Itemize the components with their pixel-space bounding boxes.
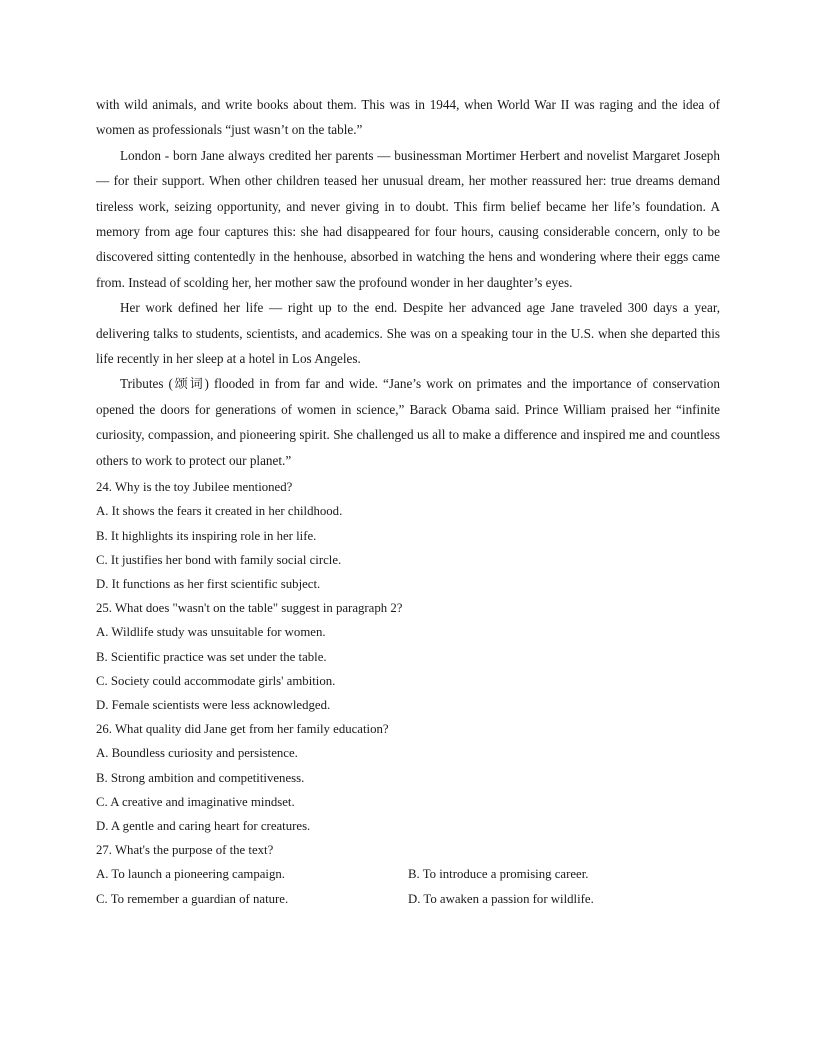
option-d: D. A gentle and caring heart for creatures. xyxy=(96,818,311,833)
question-27 xyxy=(96,838,720,911)
question-stem: 24. Why is the toy Jubilee mentioned? xyxy=(96,480,293,495)
option-c: C. It justifies her bond with family social circle. xyxy=(96,552,342,567)
paragraph-work-defined-life: Her work defined her life — right up to the end. Despite her advanced age Jane traveled 300 days a year, delivering talks to students, scientists, and academics. She was on a speaking tour in the U.S. when she departed this life recently in her sleep at a hotel in Los Angeles. xyxy=(96,300,720,367)
option-b: B. Strong ambition and competitiveness. xyxy=(96,770,305,785)
question-stem: 26. What quality did Jane get from her family education? xyxy=(96,722,389,737)
question-25 xyxy=(96,596,720,717)
option-b: B. Scientific practice was set under the table. xyxy=(96,649,327,664)
paragraph-continued: with wild animals, and write books about them. This was in 1944, when World War II was raging and the idea of women as professionals “just wasn’t on the table.” xyxy=(96,97,720,138)
document-page xyxy=(96,92,720,911)
option-b: B. It highlights its inspiring role in her life. xyxy=(96,528,317,543)
paragraph-parents-support: London - born Jane always credited her parents — businessman Mortimer Herbert and novelist Margaret Joseph — for their support. When other children teased her unusual dream, her mother reassured her: true dreams demand tireless work, seizing opportunity, and never giving in to doubt. This firm belief became her life’s foundation. A memory from age four captures this: she had disappeared for four hours, causing considerable concern, only to be discovered sitting contentedly in the henhouse, absorbed in watching the hens and wondering where their eggs came from. Instead of scolding her, her mother saw the profound wonder in her daughter’s eyes. xyxy=(96,147,720,290)
question-26 xyxy=(96,717,720,838)
options-row-2 xyxy=(96,887,720,911)
question-stem: 27. What's the purpose of the text? xyxy=(96,843,274,858)
options-row-1 xyxy=(96,862,720,886)
option-b: B. To introduce a promising career. xyxy=(408,867,589,882)
option-a: A. It shows the fears it created in her childhood. xyxy=(96,504,343,519)
option-d: D. To awaken a passion for wildlife. xyxy=(408,891,594,906)
option-a: A. Wildlife study was unsuitable for women. xyxy=(96,625,326,640)
option-d: D. It functions as her first scientific subject. xyxy=(96,576,321,591)
paragraph-tributes: Tributes (颂词) flooded in from far and wide. “Jane’s work on primates and the importance of conservation opened the doors for generations of women in science,” Barack Obama said. Prince William praised her “infinite curiosity, compassion, and pioneering spirit. She challenged us all to make a difference and inspired me and countless others to work to protect our planet.” xyxy=(96,376,720,468)
option-a: A. To launch a pioneering campaign. xyxy=(96,867,285,882)
option-c: C. Society could accommodate girls' ambition. xyxy=(96,673,336,688)
option-c: C. A creative and imaginative mindset. xyxy=(96,794,295,809)
question-stem: 25. What does "wasn't on the table" suggest in paragraph 2? xyxy=(96,601,403,616)
option-a: A. Boundless curiosity and persistence. xyxy=(96,746,298,761)
reading-passage xyxy=(96,92,720,473)
option-c: C. To remember a guardian of nature. xyxy=(96,891,289,906)
question-24 xyxy=(96,475,720,596)
option-d: D. Female scientists were less acknowledged. xyxy=(96,697,331,712)
